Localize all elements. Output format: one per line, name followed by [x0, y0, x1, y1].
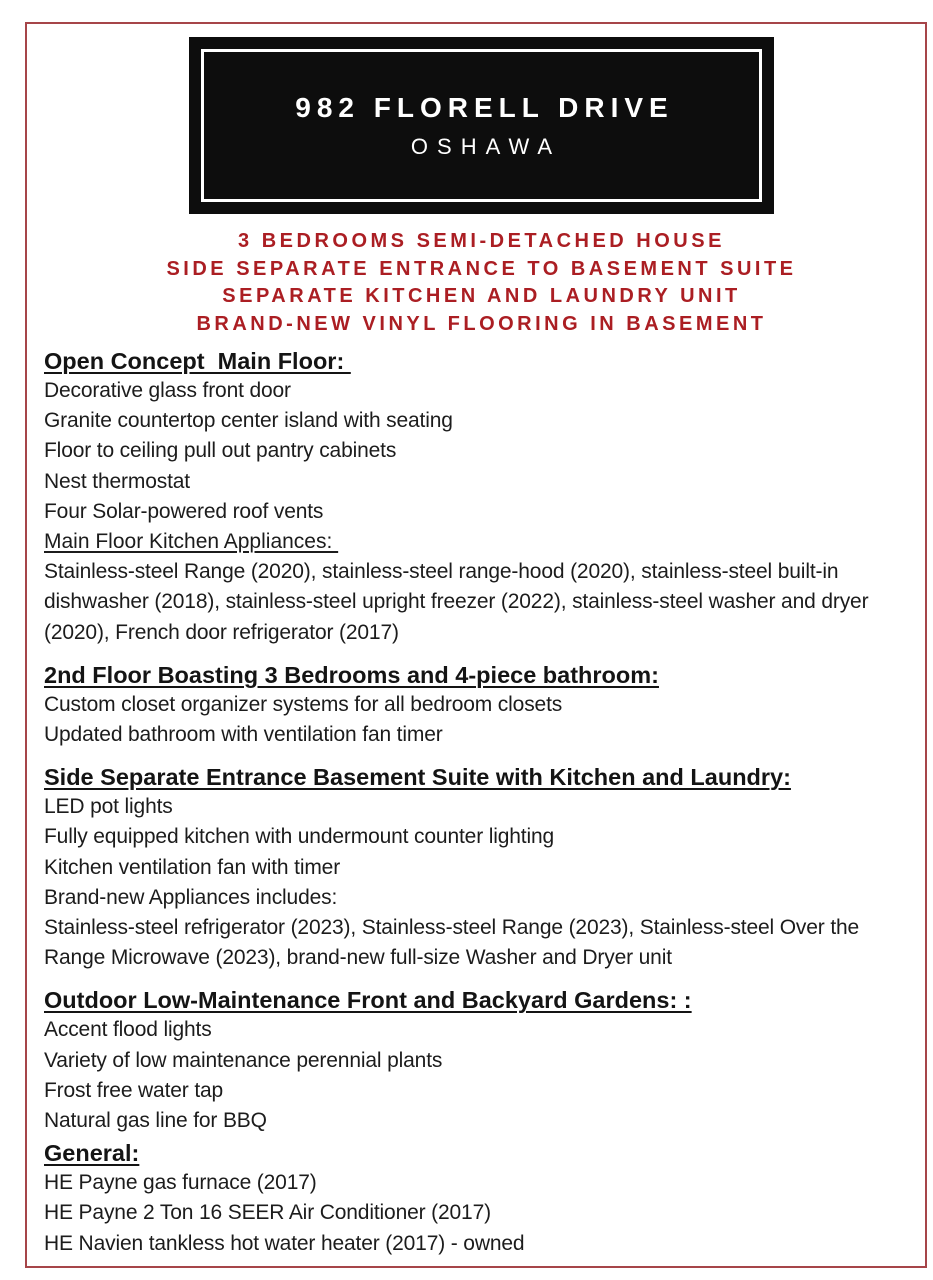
appliances-paragraph: Stainless-steel Range (2020), stainless-steel range-hood (2020), stainless-steel built-in dishwasher (2018), stainless-steel upright freezer (2022), stainless-steel washer and dryer (2020), French door refrigerator (2017) — [44, 560, 869, 644]
page-border-frame — [25, 22, 927, 1268]
address-city: OSHAWA — [410, 133, 562, 159]
section-general — [44, 1138, 919, 1259]
feature-item: Frost free water tap — [44, 1078, 224, 1102]
highlight-line: SIDE SEPARATE ENTRANCE TO BASEMENT SUITE — [166, 257, 797, 280]
feature-item: LED pot lights — [44, 795, 173, 819]
feature-item: HE Payne 2 Ton 16 SEER Air Conditioner (2017) — [44, 1201, 491, 1225]
feature-item: Natural gas line for BBQ — [44, 1109, 267, 1133]
highlight-line: SEPARATE KITCHEN AND LAUNDRY UNIT — [222, 285, 741, 307]
feature-item: Granite countertop center island with seating — [44, 409, 453, 433]
section-heading: General: — [44, 1140, 140, 1167]
section-heading: Side Separate Entrance Basement Suite with Kitchen and Laundry: — [44, 764, 791, 791]
subsection-heading-kitchen-appliances: Main Floor Kitchen Appliances: — [44, 530, 339, 554]
feature-item: Nest thermostat — [44, 469, 190, 493]
feature-item: Accent flood lights — [44, 1018, 212, 1042]
feature-item: Fully equipped kitchen with undermount counter lighting — [44, 825, 555, 849]
highlight-line: BRAND-NEW VINYL FLOORING IN BASEMENT — [196, 312, 767, 335]
section-outdoor-gardens — [44, 985, 919, 1136]
section-main-floor — [44, 346, 919, 648]
feature-item: Decorative glass front door — [44, 379, 291, 402]
highlight-taglines — [44, 228, 919, 338]
feature-item: HE Payne gas furnace (2017) — [44, 1171, 317, 1195]
address-title: 982 FLORELL DRIVE — [295, 91, 674, 123]
feature-item: Brand-new Appliances includes: — [44, 885, 338, 909]
highlight-line: 3 BEDROOMS SEMI-DETACHED HOUSE — [238, 230, 725, 252]
feature-item: HE Navien tankless hot water heater (2017) - owned — [44, 1231, 525, 1255]
section-basement-suite — [44, 762, 919, 973]
feature-item: Floor to ceiling pull out pantry cabinets — [44, 439, 397, 463]
feature-item: Kitchen ventilation fan with timer — [44, 855, 341, 879]
feature-sections — [44, 346, 919, 1259]
section-heading: Open Concept Main Floor: — [44, 348, 351, 374]
feature-item: Custom closet organizer systems for all bedroom closets — [44, 692, 563, 716]
feature-item: Updated bathroom with ventilation fan timer — [44, 723, 443, 747]
address-banner-inner-border — [201, 49, 762, 202]
feature-item: Four Solar-powered roof vents — [44, 499, 324, 523]
section-second-floor — [44, 660, 919, 750]
section-heading: Outdoor Low-Maintenance Front and Backyard Gardens: : — [44, 987, 692, 1014]
section-heading: 2nd Floor Boasting 3 Bedrooms and 4-piece bathroom: — [44, 661, 659, 688]
appliances-paragraph: Stainless-steel refrigerator (2023), Stainless-steel Range (2023), Stainless-steel Over the Range Microwave (2023), brand-new full-size Washer and Dryer unit — [44, 916, 860, 970]
address-banner — [189, 37, 774, 214]
feature-item: Variety of low maintenance perennial plants — [44, 1048, 443, 1072]
